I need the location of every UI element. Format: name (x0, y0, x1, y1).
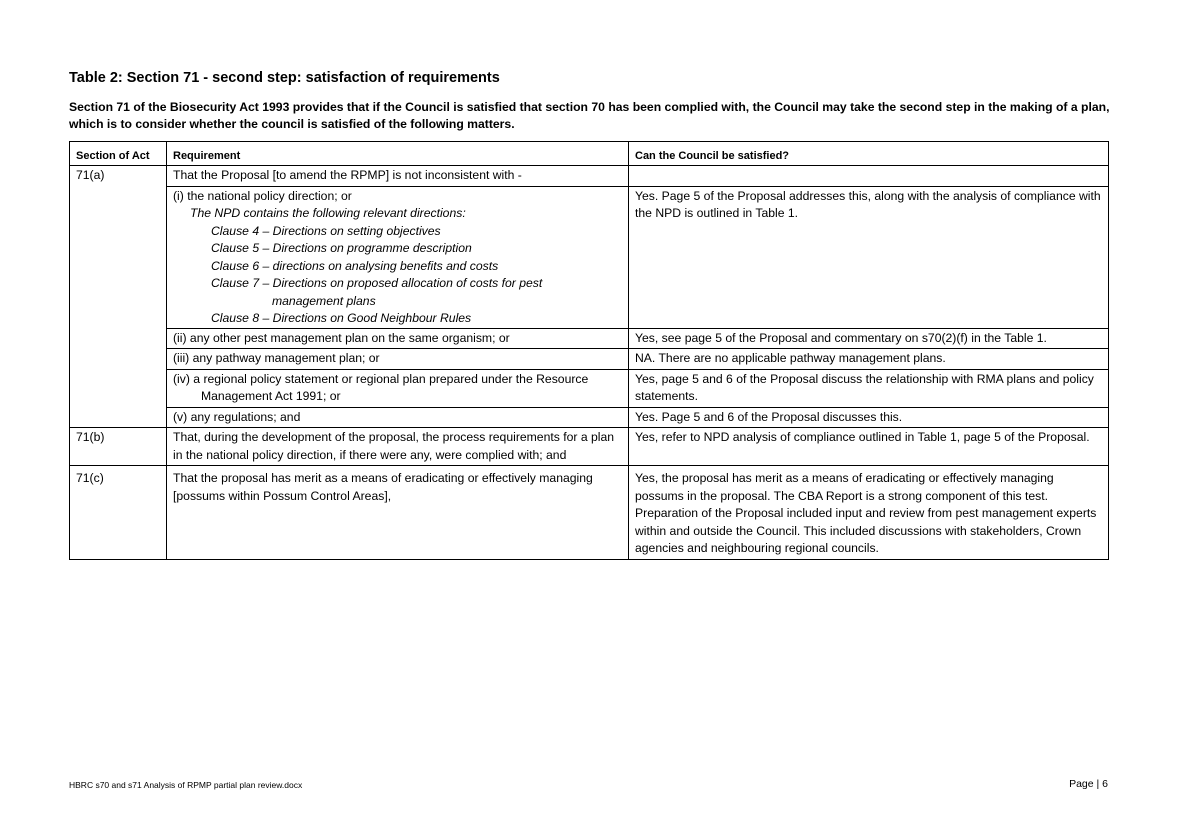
section-cell-71c: 71(c) (70, 466, 167, 560)
answer-cell-71a (629, 166, 1109, 187)
requirements-table (69, 141, 1109, 560)
clause-6: Clause 6 – directions on analysing benefits and costs (211, 258, 499, 273)
clause-8: Clause 8 – Directions on Good Neighbour Rules (211, 311, 472, 325)
section-cell-empty (70, 349, 167, 370)
table-row-71a (70, 166, 1109, 187)
answer-cell-71a-ii: Yes, see page 5 of the Proposal and commentary on s70(2)(f) in the Table 1. (629, 328, 1109, 349)
section-cell-empty (70, 186, 167, 328)
table-row-71a-i (70, 186, 1109, 328)
table-header-row (70, 142, 1109, 166)
requirement-cell-71a: That the Proposal [to amend the RPMP] is not inconsistent with - (167, 166, 629, 187)
intro-paragraph: Section 71 of the Biosecurity Act 1993 provides that if the Council is satisfied that section 70 has been complied with, the Council may take the second step in the making of a plan, which is to consider whether the council is satisfied of the following matters. (69, 100, 1110, 131)
header-requirement: Requirement (167, 142, 629, 166)
table-row-71a-iv (70, 369, 1109, 407)
requirement-cell-71a-iii: (iii) any pathway management plan; or (167, 349, 629, 370)
table-row-71a-ii (70, 328, 1109, 349)
requirement-cell-71a-iv (167, 369, 629, 407)
footer-page-number: Page | 6 (1069, 778, 1108, 790)
requirement-cell-71a-ii: (ii) any other pest management plan on the same organism; or (167, 328, 629, 349)
answer-cell-71a-iii: NA. There are no applicable pathway management plans. (629, 349, 1109, 370)
table-row-71a-v (70, 407, 1109, 428)
table-title: Table 2: Section 71 - second step: satisfaction of requirements (69, 70, 500, 86)
section-cell-71b: 71(b) (70, 428, 167, 466)
section-cell-empty (70, 407, 167, 428)
section-cell-empty (70, 369, 167, 407)
requirement-cell-71c: That the proposal has merit as a means of eradicating or effectively managing [possums within Possum Control Areas], (167, 466, 629, 560)
section-cell-empty (70, 328, 167, 349)
requirement-cell-71a-v: (v) any regulations; and (167, 407, 629, 428)
table-row-71b (70, 428, 1109, 466)
answer-cell-71c: Yes, the proposal has merit as a means of eradicating or effectively managing possums in the proposal. The CBA Report is a strong component of this test. Preparation of the Proposal included input and review from pest management experts within and outside the Council. This included discussions with stakeholders, Crown agencies and neighbouring regional councils. (629, 466, 1109, 560)
requirement-cell-71a-i (167, 186, 629, 328)
answer-cell-71b: Yes, refer to NPD analysis of compliance outlined in Table 1, page 5 of the Proposal. (629, 428, 1109, 466)
section-cell-71a: 71(a) (70, 166, 167, 187)
table-row-71a-iii (70, 349, 1109, 370)
clause-5: Clause 5 – Directions on programme description (211, 241, 472, 255)
sub-item-iv-label: (iv) a regional policy statement or regional plan prepared under the Resource Management Act 1991; or (173, 371, 589, 403)
header-satisfied: Can the Council be satisfied? (629, 142, 1109, 166)
answer-cell-71a-iv: Yes, page 5 and 6 of the Proposal discuss the relationship with RMA plans and policy statements. (629, 369, 1109, 407)
clause-7-line1: Clause 7 – Directions on proposed allocation of costs for pest (211, 276, 543, 290)
header-section: Section of Act (70, 142, 167, 166)
sub-item-i-label: (i) the national policy direction; or (173, 188, 352, 203)
answer-cell-71a-i: Yes. Page 5 of the Proposal addresses this, along with the analysis of compliance with the NPD is outlined in Table 1. (629, 186, 1109, 328)
requirement-cell-71b: That, during the development of the proposal, the process requirements for a plan in the national policy direction, if there were any, were complied with; and (167, 428, 629, 466)
clause-7-line2: management plans (272, 293, 376, 308)
footer-filename: HBRC s70 and s71 Analysis of RPMP partial plan review.docx (69, 780, 303, 790)
answer-cell-71a-v: Yes. Page 5 and 6 of the Proposal discusses this. (629, 407, 1109, 428)
npd-intro-text: The NPD contains the following relevant directions: (190, 206, 466, 220)
clause-4: Clause 4 – Directions on setting objectives (211, 223, 441, 238)
table-row-71c (70, 466, 1109, 560)
